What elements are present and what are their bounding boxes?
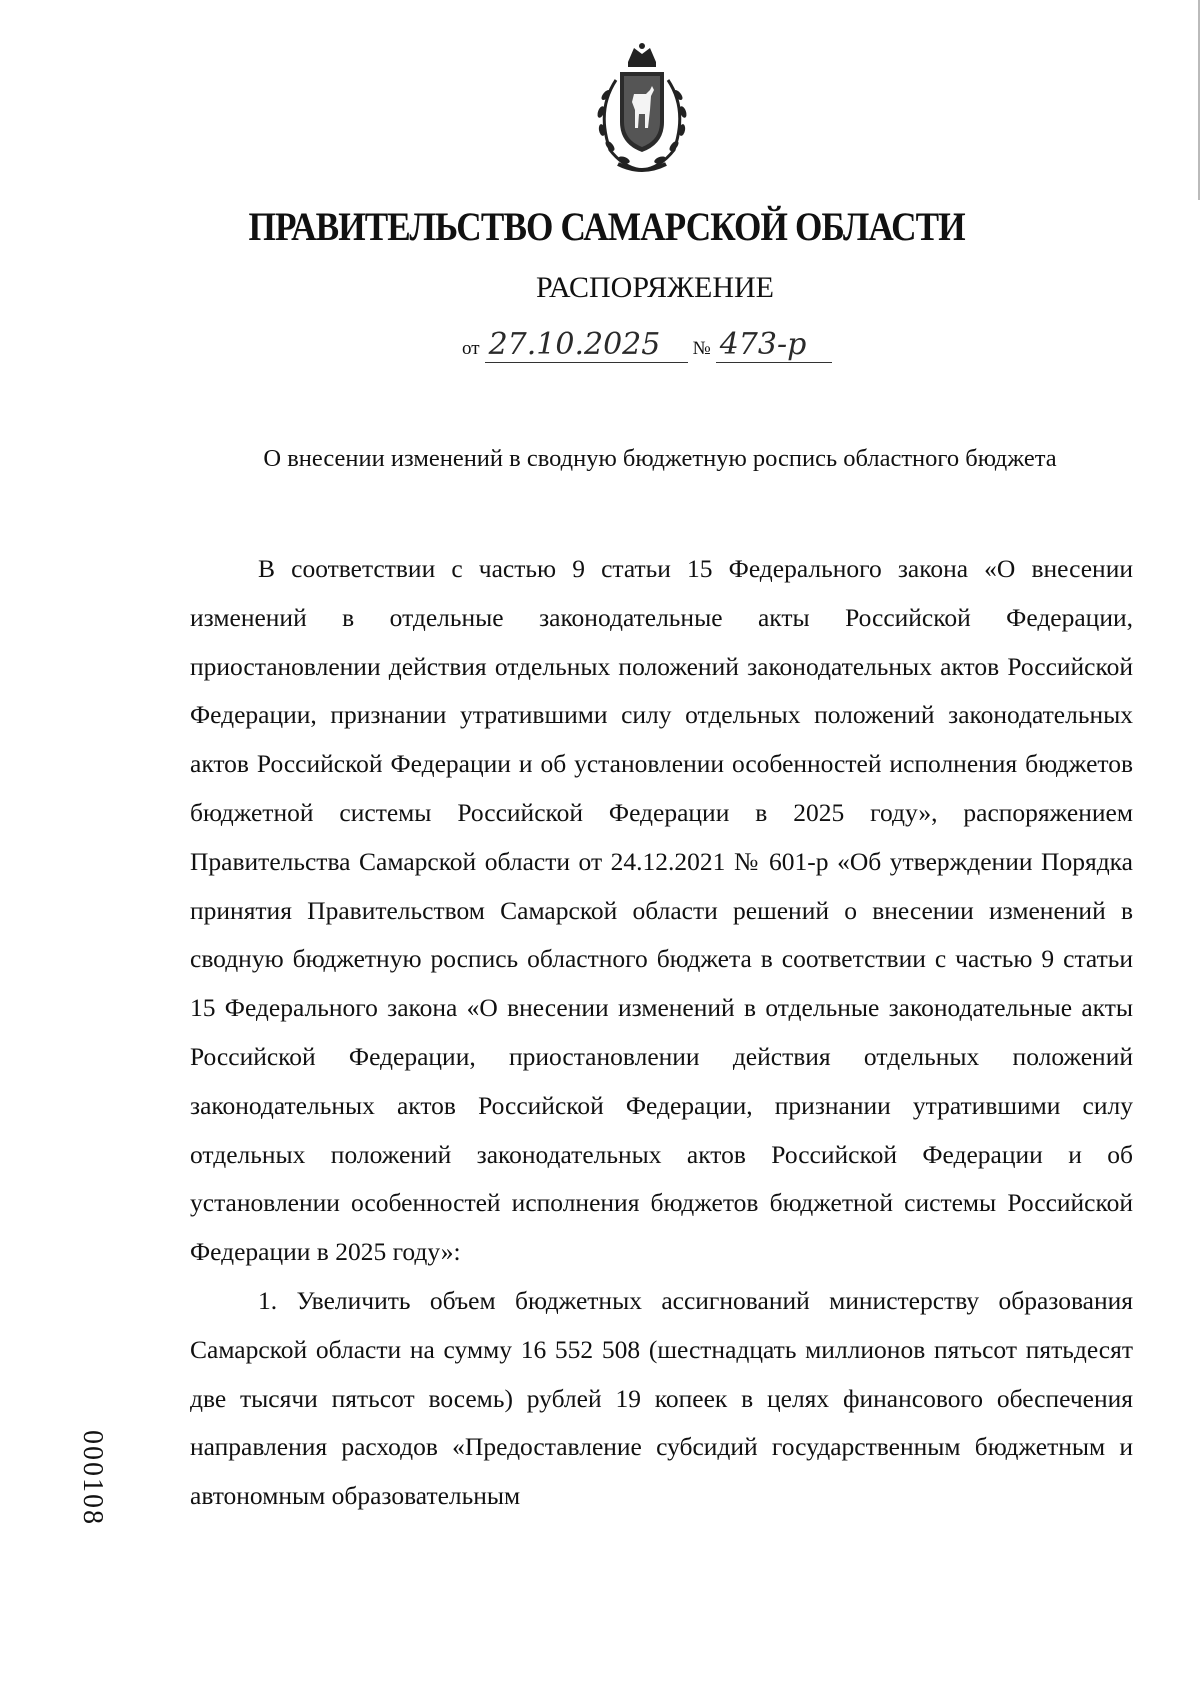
document-subject: О внесении изменений в сводную бюджетную роспись областного бюджета	[263, 445, 1057, 472]
date-prefix: от	[462, 338, 480, 359]
date-number-line	[462, 328, 832, 367]
document-date: 27.10.2025	[485, 328, 688, 363]
organization-title: ПРАВИТЕЛЬСТВО САМАРСКОЙ ОБЛАСТИ	[248, 204, 965, 249]
coat-of-arms-icon	[588, 40, 696, 176]
number-prefix: №	[692, 338, 711, 359]
body-paragraph-preamble: В соответствии с частью 9 статьи 15 Федерального закона «О внесении изменений в отдельные законодательные акты Российской Федерации, приостановлении действия отдельных положений законодательных актов Российской Федерации, признании утратившими силу отдельных положений законодательных актов Российской Федерации и об установлении особенностей исполнения бюджетов бюджетной системы Российской Федерации в 2025 году», распоряжением Правительства Самарской области от 24.12.2021 № 601-р «Об утверждении Порядка принятия Правительством Самарской области решений о внесении изменений в сводную бюджетную роспись областного бюджета в соответствии с частью 9 статьи 15 Федерального закона «О внесении изменений в отдельные законодательные акты Российской Федерации, приостановлении действия отдельных положений законодательных актов Российской Федерации, признании утратившими силу отдельных положений законодательных актов Российской Федерации и об установлении особенностей исполнения бюджетов бюджетной системы Российской Федерации в 2025 году»:	[190, 554, 1133, 1267]
document-type: РАСПОРЯЖЕНИЕ	[535, 271, 775, 304]
document-body	[190, 545, 1133, 1521]
body-paragraph-item-1: 1. Увеличить объем бюджетных ассигнований министерству образования Самарской области на сумму 16 552 508 (шестнадцать миллионов пятьсот пятьдесят две тысячи пятьсот восемь) рублей 19 копеек в целях финансового обеспечения направления расходов «Предоставление субсидий государственным бюджетным и автономным образовательным	[190, 1285, 1133, 1511]
document-number: 473-р	[716, 328, 832, 363]
registration-stamp-number: 000108	[77, 1430, 108, 1526]
